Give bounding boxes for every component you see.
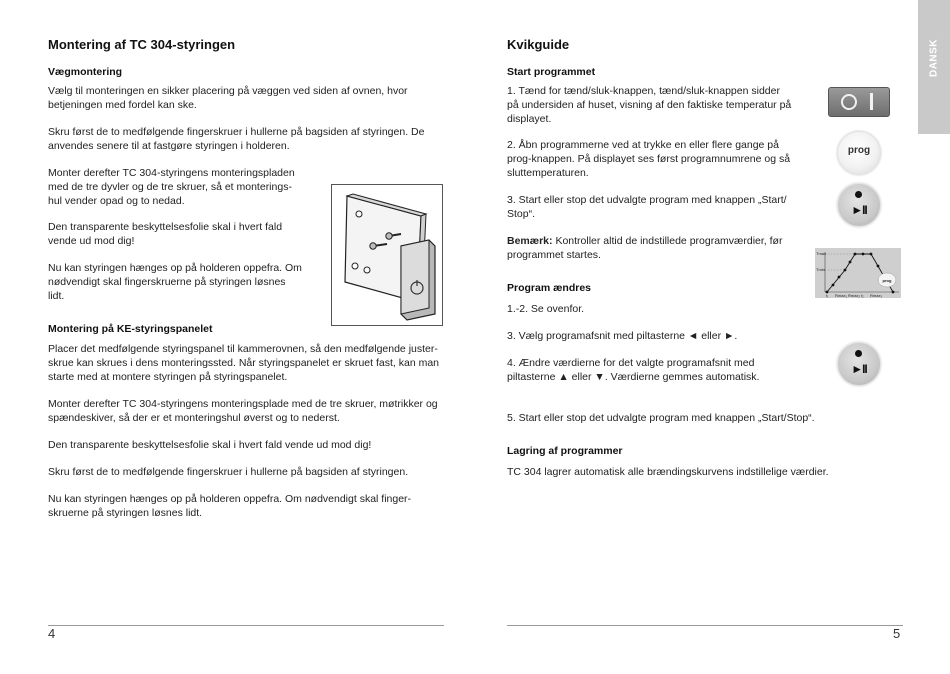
paragraph: 1.-2. Se ovenfor. <box>507 303 585 315</box>
section-heading: Lagring af programmer <box>507 445 623 457</box>
start-stop-dot <box>855 191 862 198</box>
paragraph: Monter derefter TC 304-styringens monteringspladen med de tre dyvler og de tre skruer, så et monterings-hul vender opad og to nedad. <box>48 167 295 207</box>
curve-prog-label: prog <box>882 278 892 283</box>
prog-button-icon <box>837 131 881 175</box>
paragraph: TC 304 lagrer automatisk alle brændingskurvens indstillelige værdier. <box>507 466 829 478</box>
start-stop-button-icon <box>837 183 881 227</box>
curve-y-label-tmin: Tmin <box>816 267 825 272</box>
note-text: Kontroller altid de indstillede programværdier, før programmet startes. <box>507 235 783 261</box>
language-tab-label: DANSK <box>928 38 940 78</box>
language-tab <box>918 0 950 134</box>
curve-x-label: t₂ <box>861 293 864 298</box>
paragraph: Skru først de to medfølgende fingerskruer i hullerne på bagsiden af styringen. <box>48 466 409 478</box>
curve-x-label: t₁ <box>826 293 829 298</box>
paragraph: Den transparente beskyttelsesfolie skal i hvert fald vende ud mod dig! <box>48 221 283 247</box>
paragraph: Monter derefter TC 304-styringens monteringsplade med de tre skruer, møtrikker og spændeskiver, så der er et monteringshul øverst og to nederst. <box>48 398 438 424</box>
curve-x-label: Rmax₂ <box>848 293 860 298</box>
section-heading: Vægmontering <box>48 66 123 78</box>
power-off-symbol <box>841 94 857 110</box>
note-label: Bemærk: <box>507 235 553 247</box>
section-heading: Start programmet <box>507 66 596 78</box>
page-number: 4 <box>48 626 56 641</box>
mounting-illustration <box>331 184 443 326</box>
paragraph: 4. Ændre værdierne for det valgte programafsnit med piltasterne ▲ eller ▼. Værdierne gemmes automatisk. <box>507 357 760 383</box>
paragraph: 1. Tænd for tænd/sluk-knappen, tænd/sluk-knappen sidder på undersiden af huset, visning af den faktiske temperatur på displayet. <box>507 85 792 125</box>
paragraph: Placer det medfølgende styringspanel til kammerovnen, så den medfølgende juster-skrue kan skrues i dens monteringssted. Når styringspanelet er skruet fast, kan man starte med at montere styringen på styringspanelet. <box>48 343 440 383</box>
prog-button-label: prog <box>847 145 871 156</box>
paragraph: 5. Start eller stop det udvalgte program med knappen „Start/Stop“. <box>507 412 815 424</box>
page-title: Montering af TC 304-styringen <box>48 37 236 52</box>
page-number: 5 <box>893 626 901 641</box>
power-switch-icon <box>828 87 890 117</box>
footer-divider <box>507 625 903 626</box>
section-heading: Program ændres <box>507 282 592 294</box>
play-pause-glyph: ►II <box>851 203 867 217</box>
page-title: Kvikguide <box>507 37 570 52</box>
paragraph: Vælg til monteringen en sikker placering på væggen ved siden af ovnen, hvor betjeningen med fordel kan ske. <box>48 85 408 111</box>
paragraph: Skru først de to medfølgende fingerskruer i hullerne på bagsiden af styringen. De anvendes senere til at fastgøre styringen i holderen. <box>48 126 425 152</box>
paragraph: Nu kan styringen hænges op på holderen oppefra. Om nødvendigt skal fingerskruerne på styringen løsnes lidt. <box>48 262 302 302</box>
paragraph: Nu kan styringen hænges op på holderen oppefra. Om nødvendigt skal finger-skruerne på styringen løsnes lidt. <box>48 493 412 519</box>
curve-x-label: Rmax₃ <box>870 293 883 298</box>
power-on-symbol <box>870 93 873 110</box>
start-stop-dot <box>855 350 862 357</box>
paragraph: 3. Start eller stop det udvalgte program med knappen „Start/ Stop“. <box>507 194 787 220</box>
firing-curve-display-icon <box>815 248 901 298</box>
footer-divider <box>48 625 444 626</box>
section-heading: Montering på KE-styringspanelet <box>48 323 213 335</box>
paragraph: Den transparente beskyttelsesfolie skal i hvert fald vende ud mod dig! <box>48 439 372 451</box>
paragraph: 2. Åbn programmerne ved at trykke en eller flere gange på prog-knappen. På displayet ses først programnumrene og så sluttemperaturen. <box>507 139 791 179</box>
curve-x-label: Rmax₁ <box>835 293 847 298</box>
play-pause-glyph: ►II <box>851 362 867 376</box>
paragraph: 3. Vælg programafsnit med piltasterne ◄ eller ►. <box>507 330 738 342</box>
note-paragraph <box>507 234 792 262</box>
start-stop-button-icon <box>837 342 881 386</box>
curve-y-label-tmax: Tmax <box>816 251 826 256</box>
